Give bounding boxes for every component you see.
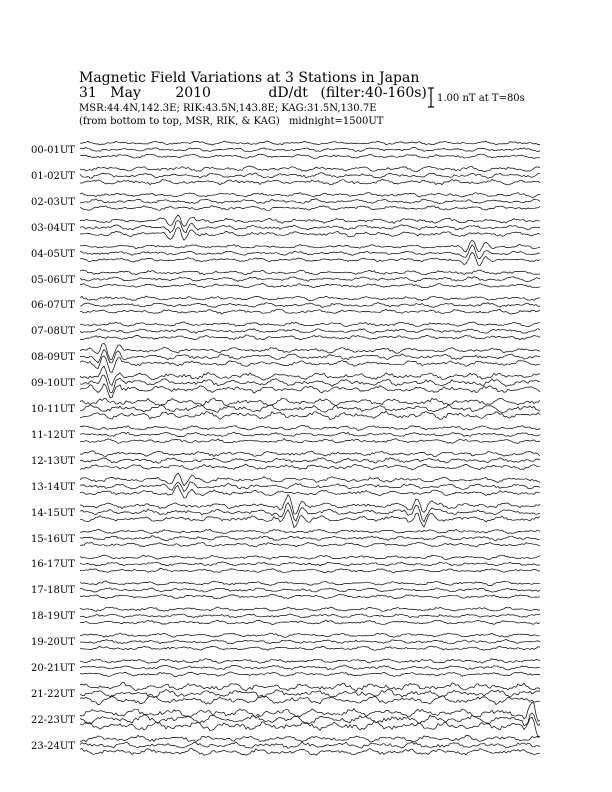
hour-label: 14-15UT [31,507,75,519]
trace-msr-22-23UT [80,717,540,737]
filter-label: (filter:40-160s) [320,85,427,101]
trace-msr-06-07UT [80,309,540,314]
hour-label: 03-04UT [31,222,75,234]
trace-msr-17-18UT [80,594,540,598]
trace-msr-19-20UT [80,646,540,650]
hour-label: 19-20UT [31,637,75,649]
midnight-note: midnight=1500UT [288,116,384,127]
hour-label: 20-21UT [31,663,75,674]
trace-msr-07-08UT [80,335,540,340]
stations-line: MSR:44.4N,142.3E; RIK:43.5N,143.8E; KAG:31.5N,130.7E [79,103,377,114]
trace-rik-15-16UT [80,536,540,541]
trace-kag-15-16UT [80,529,540,534]
order-note: (from bottom to top, MSR, RIK, & KAG) [79,116,280,127]
trace-rik-07-08UT [80,329,540,334]
trace-rik-19-20UT [80,639,540,643]
trace-kag-13-14UT [80,473,540,486]
trace-kag-23-24UT [80,735,540,742]
trace-rik-21-22UT [80,689,540,698]
trace-rik-00-01UT [80,147,540,152]
trace-rik-03-04UT [80,220,540,232]
hour-label: 04-05UT [31,248,75,260]
trace-msr-05-06UT [80,283,540,288]
trace-kag-06-07UT [80,296,540,301]
trace-kag-21-22UT [80,682,540,691]
trace-msr-01-02UT [80,179,540,185]
trace-msr-08-09UT [80,356,540,373]
hour-label: 09-10UT [31,378,75,390]
trace-msr-10-11UT [80,411,540,419]
trace-rik-23-24UT [80,742,540,749]
trace-rik-16-17UT [80,562,540,566]
trace-msr-02-03UT [80,206,540,211]
trace-msr-03-04UT [80,227,540,240]
trace-rik-01-02UT [80,173,540,179]
trace-rik-22-23UT [80,713,540,726]
trace-msr-09-10UT [80,384,540,398]
trace-kag-17-18UT [80,581,540,586]
trace-kag-18-19UT [80,607,540,611]
trace-kag-12-13UT [80,451,540,457]
trace-msr-00-01UT [80,154,540,158]
trace-rik-13-14UT [80,482,540,492]
hour-label: 05-06UT [31,274,75,286]
trace-rik-06-07UT [80,303,540,308]
trace-msr-12-13UT [80,464,540,470]
date-year: 2010 [175,85,211,101]
date-month: May [110,85,141,101]
hour-label: 11-12UT [31,429,75,441]
hour-label: 17-18UT [31,585,75,597]
trace-kag-19-20UT [80,633,540,637]
trace-rik-02-03UT [80,199,540,204]
trace-msr-18-19UT [80,620,540,624]
hour-label: 12-13UT [31,455,75,467]
trace-kag-14-15UT [80,495,540,514]
quantity-label: dD/dt [268,85,308,101]
trace-msr-20-21UT [80,672,540,677]
scale-bar-label: 1.00 nT at T=80s [437,93,525,104]
hour-label: 10-11UT [31,404,75,415]
trace-rik-12-13UT [80,458,540,463]
trace-msr-16-17UT [80,568,540,572]
hour-label: 18-19UT [31,611,75,623]
trace-rik-05-06UT [80,277,540,282]
hour-label: 06-07UT [31,300,75,312]
trace-kag-03-04UT [80,215,540,226]
trace-kag-05-06UT [80,270,540,275]
hour-label: 00-01UT [31,145,75,156]
trace-kag-07-08UT [80,322,540,327]
trace-kag-10-11UT [80,398,540,406]
trace-msr-11-12UT [80,439,540,444]
hour-label: 15-16UT [31,533,75,545]
trace-msr-23-24UT [80,748,540,755]
trace-rik-20-21UT [80,665,540,670]
hour-label: 22-23UT [31,714,75,726]
hour-label: 21-22UT [31,688,75,700]
chart-title: Magnetic Field Variations at 3 Stations in Japan [79,70,420,86]
trace-msr-21-22UT [80,696,540,705]
hour-label: 16-17UT [31,559,75,571]
trace-rik-10-11UT [80,405,540,413]
trace-kag-01-02UT [80,166,540,172]
trace-kag-20-21UT [80,659,540,664]
scale-bar [428,88,434,107]
traces [80,141,540,755]
hour-label: 01-02UT [31,170,75,182]
hour-label: 23-24UT [31,740,75,752]
trace-kag-00-01UT [80,141,540,145]
hour-label: 07-08UT [31,326,75,338]
trace-kag-02-03UT [80,193,540,198]
hour-label: 02-03UT [31,196,75,208]
trace-rik-18-19UT [80,614,540,618]
date-day: 31 [79,85,97,101]
hour-label: 13-14UT [31,481,75,493]
trace-kag-11-12UT [80,426,540,431]
trace-kag-16-17UT [80,555,540,559]
trace-rik-17-18UT [80,588,540,592]
hour-label: 08-09UT [31,352,75,364]
trace-rik-11-12UT [80,432,540,437]
trace-msr-15-16UT [80,542,540,547]
